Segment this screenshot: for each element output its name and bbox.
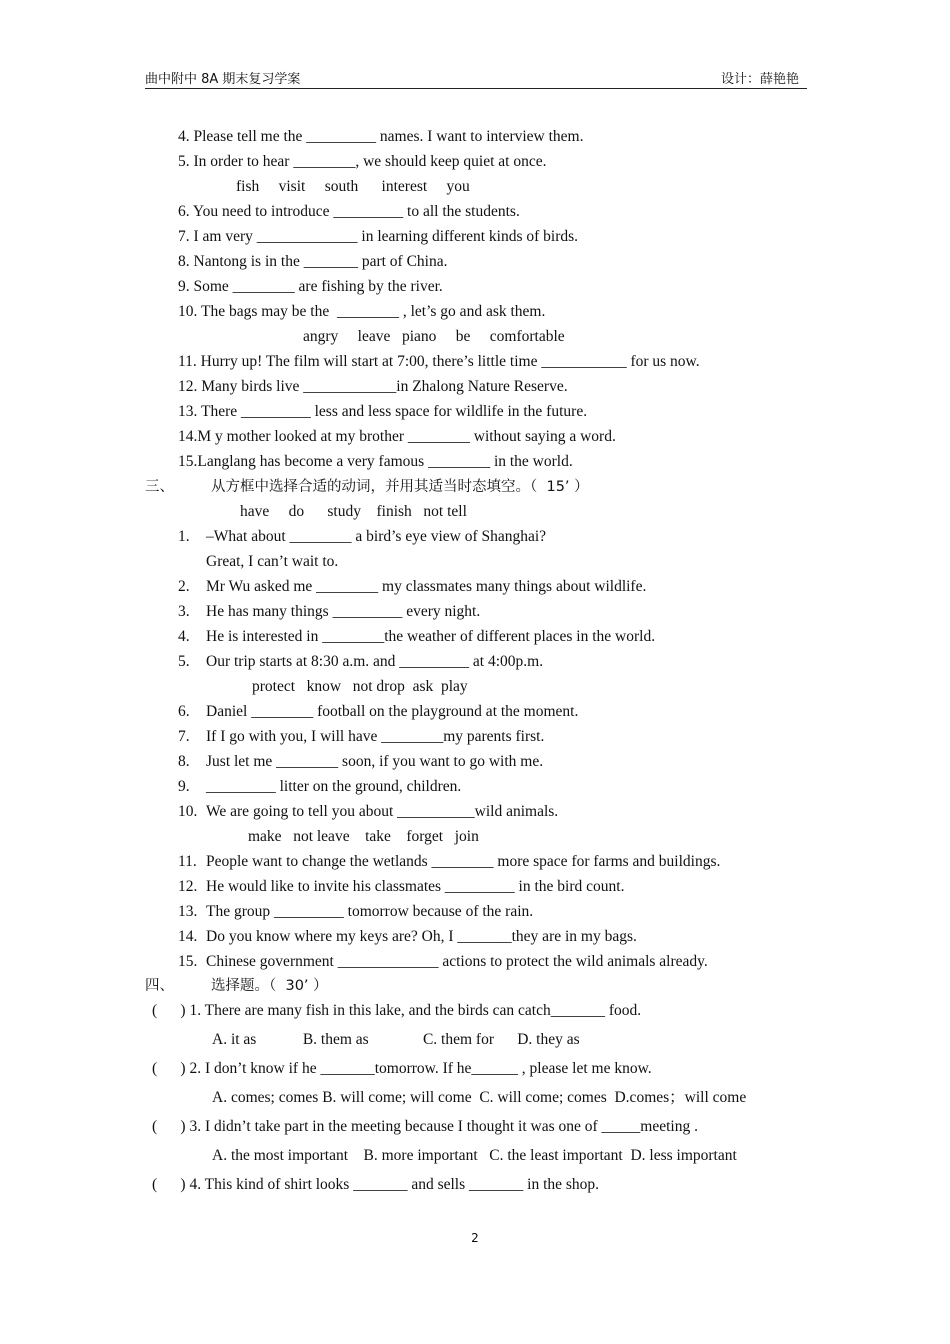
question-item: We are going to tell you about __________wild animals. [206, 803, 559, 820]
header-author: 设计：薛艳艳 [720, 72, 799, 87]
question-item: People want to change the wetlands ________ more space for farms and buildings. [206, 853, 721, 870]
mc-question: ( ) 1. There are many fish in this lake, and the birds can catch_______ food. [152, 1002, 642, 1019]
mc-question: ( ) 2. I don’t know if he _______tomorrow. If he______ , please let me know. [152, 1060, 652, 1077]
item-number: 11. [178, 853, 197, 870]
question-item: 15.Langlang has become a very famous ________ in the world. [178, 453, 573, 470]
section-number: 四、 [145, 978, 174, 994]
question-item: 6. You need to introduce _________ to all the students. [178, 203, 520, 220]
word-box: protect know not drop ask play [252, 678, 468, 695]
question-item: He would like to invite his classmates _________ in the bird count. [206, 878, 625, 895]
question-item: 13. There _________ less and less space for wildlife in the future. [178, 403, 588, 420]
question-item: 11. Hurry up! The film will start at 7:00, there’s little time ___________ for us now. [178, 353, 700, 370]
question-item: Great, I can’t wait to. [206, 553, 339, 570]
question-item: Daniel ________ football on the playground at the moment. [206, 703, 579, 720]
question-item: Just let me ________ soon, if you want to go with me. [206, 753, 544, 770]
section-title: 选择题。（ 30’ ） [211, 978, 328, 994]
item-number: 1. [178, 528, 190, 545]
header-title: 曲中附中 8A 期末复习学案 [145, 72, 301, 87]
mc-options: A. it as B. them as C. them for D. they as [212, 1031, 580, 1048]
word-box: have do study finish not tell [240, 503, 467, 520]
mc-options: A. comes; comes B. will come; will come C. will come; comes D.comes；will come [212, 1089, 747, 1106]
item-number: 7. [178, 728, 190, 745]
item-number: 8. [178, 753, 190, 770]
item-number: 3. [178, 603, 190, 620]
section-number: 三、 [145, 479, 174, 495]
question-item: 8. Nantong is in the _______ part of China. [178, 253, 448, 270]
page-number: 2 [471, 1231, 479, 1245]
item-number: 15. [178, 953, 198, 970]
question-item: The group _________ tomorrow because of the rain. [206, 903, 534, 920]
question-item: He has many things _________ every night. [206, 603, 481, 620]
question-item: _________ litter on the ground, children. [206, 778, 462, 795]
question-item: 9. Some ________ are fishing by the river. [178, 278, 443, 295]
question-item: Do you know where my keys are? Oh, I _______they are in my bags. [206, 928, 637, 945]
item-number: 10. [178, 803, 198, 820]
item-number: 12. [178, 878, 198, 895]
item-number: 13. [178, 903, 198, 920]
mc-question: ( ) 3. I didn’t take part in the meeting because I thought it was one of _____meeting . [152, 1118, 698, 1135]
question-item: He is interested in ________the weather of different places in the world. [206, 628, 656, 645]
item-number: 9. [178, 778, 190, 795]
question-item: 12. Many birds live ____________in Zhalong Nature Reserve. [178, 378, 568, 395]
question-item: 4. Please tell me the _________ names. I want to interview them. [178, 128, 584, 145]
question-item: 14.M y mother looked at my brother ________ without saying a word. [178, 428, 616, 445]
word-box: make not leave take forget join [248, 828, 479, 845]
word-box: fish visit south interest you [236, 178, 470, 195]
question-item: 5. In order to hear ________, we should keep quiet at once. [178, 153, 547, 170]
item-number: 14. [178, 928, 198, 945]
question-item: Our trip starts at 8:30 a.m. and _________ at 4:00p.m. [206, 653, 544, 670]
question-item: 7. I am very _____________ in learning different kinds of birds. [178, 228, 579, 245]
question-item: Mr Wu asked me ________ my classmates many things about wildlife. [206, 578, 647, 595]
mc-question: ( ) 4. This kind of shirt looks _______ and sells _______ in the shop. [152, 1176, 600, 1193]
item-number: 2. [178, 578, 190, 595]
item-number: 6. [178, 703, 190, 720]
section-title: 从方框中选择合适的动词，并用其适当时态填空。（ 15’ ） [211, 479, 589, 495]
question-item: If I go with you, I will have ________my parents first. [206, 728, 545, 745]
item-number: 5. [178, 653, 190, 670]
mc-options: A. the most important B. more important C. the least important D. less important [212, 1147, 737, 1164]
question-item: 10. The bags may be the ________ , let’s go and ask them. [178, 303, 546, 320]
item-number: 4. [178, 628, 190, 645]
question-item: –What about ________ a bird’s eye view of Shanghai? [206, 528, 547, 545]
question-item: Chinese government _____________ actions to protect the wild animals already. [206, 953, 708, 970]
word-box: angry leave piano be comfortable [303, 328, 565, 345]
page-header [145, 66, 807, 89]
